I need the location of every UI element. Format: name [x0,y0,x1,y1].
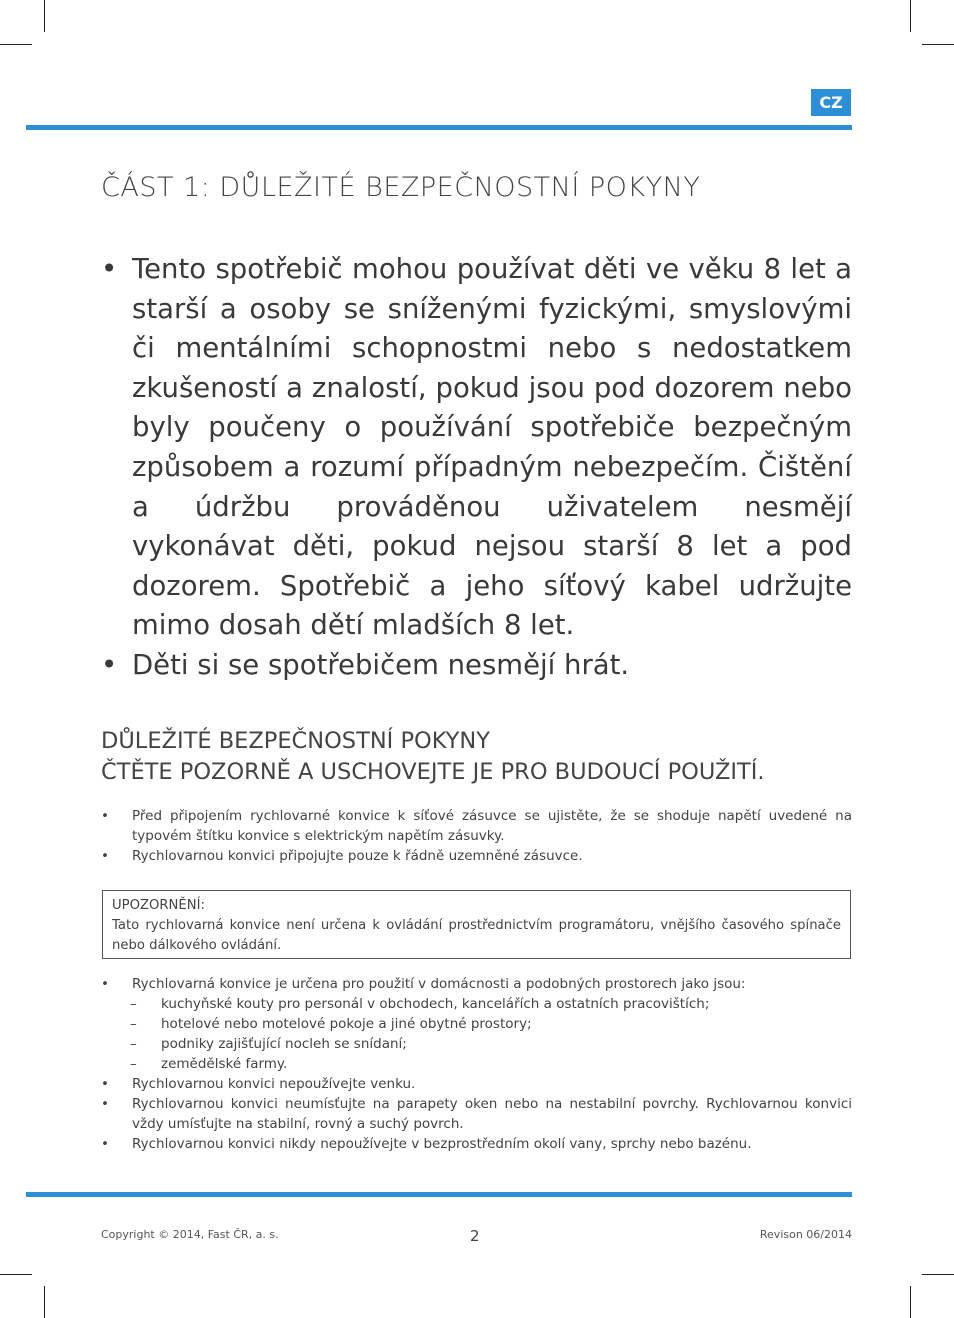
subheading-line-2: ČTĚTE POZORNĚ A USCHOVEJTE JE PRO BUDOUCÍ POUŽITÍ. [101,759,765,785]
section-title: ČÁST 1: DŮLEŽITÉ BEZPEČNOSTNÍ POKYNY [101,172,701,203]
crop-mark [910,0,911,32]
warning-text: Tato rychlovarná konvice není určena k ovládání prostřednictvím programátoru, vnějšího časového spínače nebo dálkového ovládání. [112,918,841,953]
sub-list-item: – podniky zajišťující nocleh se snídaní; [101,1034,852,1054]
crop-mark [922,1274,954,1275]
crop-mark [922,44,954,45]
safety-list-2 [101,974,852,1154]
sub-list-item: – kuchyňské kouty pro personál v obchodech, kancelářích a ostatních pracovištích; [101,994,852,1014]
sub-list-item: – hotelové nebo motelové pokoje a jiné obytné prostory; [101,1014,852,1034]
main-bullet-item: • Tento spotřebič mohou používat děti ve věku 8 let a starší a osoby se sníženými fyzickými, smyslovými či mentálními schopnostmi nebo s nedostatkem zkušeností a znalostí, pokud jsou pod dozorem nebo byly poučeny o používání spotřebiče bezpečným způsobem a rozumí případným nebezpečím. Čištění a údržbu prováděnou uživatelem nesmějí vykonávat děti, pokud nejsou starší 8 let a pod dozorem. Spotřebič a jeho síťový kabel udržujte mimo dosah dětí mladších 8 let. [101,250,852,646]
crop-mark [910,1286,911,1318]
crop-mark [0,1274,32,1275]
list-item: • Rychlovarnou konvici připojujte pouze k řádně uzemněné zásuvce. [101,846,852,866]
list-item: • Rychlovarnou konvici neumísťujte na parapety oken nebo na nestabilní povrchy. Rychlovarnou konvici vždy umísťujte na stabilní, rovný a suchý povrch. [101,1094,852,1134]
subheading-line-1: DŮLEŽITÉ BEZPEČNOSTNÍ POKYNY [101,728,491,754]
footer-revision: Revison 06/2014 [759,1228,852,1241]
warning-box [102,890,851,959]
subheading [101,726,765,788]
main-bullet-item: • Děti si se spotřebičem nesmějí hrát. [101,646,852,686]
page-number: 2 [470,1227,480,1245]
safety-list-1 [101,806,852,866]
crop-mark [0,44,32,45]
sub-list-item: – zemědělské farmy. [101,1054,852,1074]
crop-mark [44,1286,45,1318]
footer-copyright: Copyright © 2014, Fast ČR, a. s. [101,1228,279,1241]
bottom-rule [26,1192,852,1197]
crop-mark [44,0,45,32]
warning-heading: UPOZORNĚNÍ: [112,898,205,913]
main-bullet-list [101,250,852,686]
language-badge: CZ [811,89,851,116]
list-item: • Rychlovarná konvice je určena pro použití v domácnosti a podobných prostorech jako jsou: [101,974,852,994]
list-item: • Před připojením rychlovarné konvice k síťové zásuvce se ujistěte, že se shoduje napětí uvedené na typovém štítku konvice s elektrickým napětím zásuvky. [101,806,852,846]
list-item: • Rychlovarnou konvici nepoužívejte venku. [101,1074,852,1094]
list-item: • Rychlovarnou konvici nikdy nepoužívejte v bezprostředním okolí vany, sprchy nebo bazénu. [101,1134,852,1154]
top-rule [26,125,852,130]
